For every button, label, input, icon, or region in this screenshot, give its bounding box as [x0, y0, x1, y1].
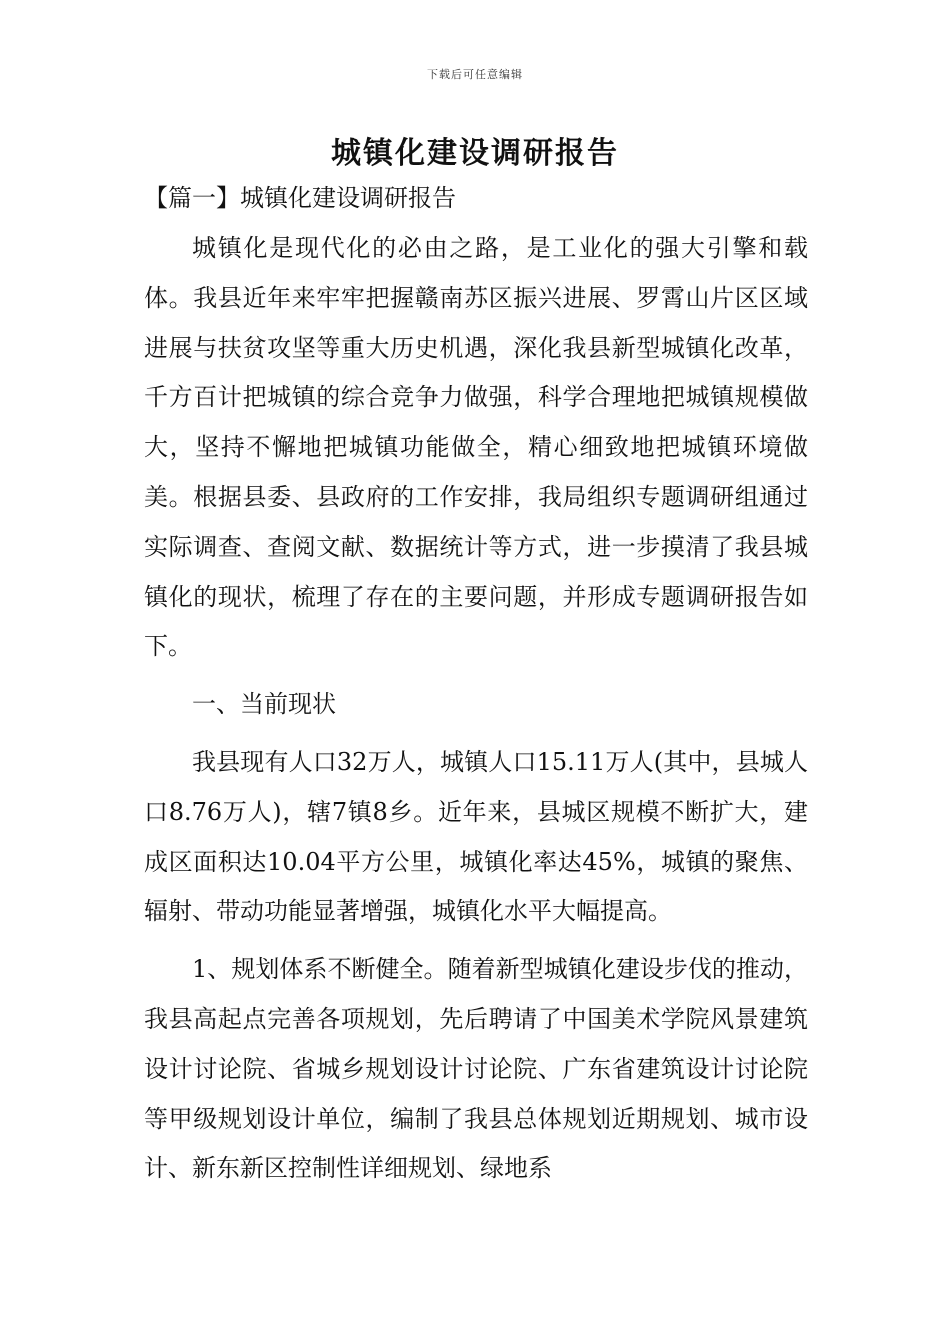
- document-body: [144, 180, 808, 1202]
- document-title: 城镇化建设调研报告: [331, 136, 619, 171]
- paragraph-intro: 城镇化是现代化的必由之路，是工业化的强大引擎和载体。我县近年来牢牢把握赣南苏区振兴进展、罗霄山片区区域进展与扶贫攻坚等重大历史机遇，深化我县新型城镇化改革，千方百计把城镇的综合竞争力做强，科学合理地把城镇规模做大，坚持不懈地把城镇功能做全，精心细致地把城镇环境做美。根据县委、县政府的工作安排，我局组织专题调研组通过实际调查、查阅文献、数据统计等方式，进一步摸清了我县城镇化的现状，梳理了存在的主要问题，并形成专题调研报告如下。: [144, 234, 808, 661]
- paragraph-item-1: 1、规划体系不断健全。随着新型城镇化建设步伐的推动，我县高起点完善各项规划，先后聘请了中国美术学院风景建筑设计讨论院、省城乡规划设计讨论院、广东省建筑设计讨论院等甲级规划设计单位，编制了我县总体规划近期规划、城市设计、新东新区控制性详细规划、绿地系: [144, 955, 808, 1183]
- header-note: 下载后可任意编辑: [427, 68, 523, 81]
- section-heading-current-status: 一、当前现状: [192, 690, 336, 719]
- subheading: 【篇一】城镇化建设调研报告: [144, 184, 456, 212]
- paragraph-status: 我县现有人口32万人，城镇人口15.11万人(其中，县城人口8.76万人)，辖7镇8乡。近年来，县城区规模不断扩大，建成区面积达10.04平方公里，城镇化率达45%，城镇的聚焦、辐射、带动功能显著增强，城镇化水平大幅提高。: [144, 747, 808, 926]
